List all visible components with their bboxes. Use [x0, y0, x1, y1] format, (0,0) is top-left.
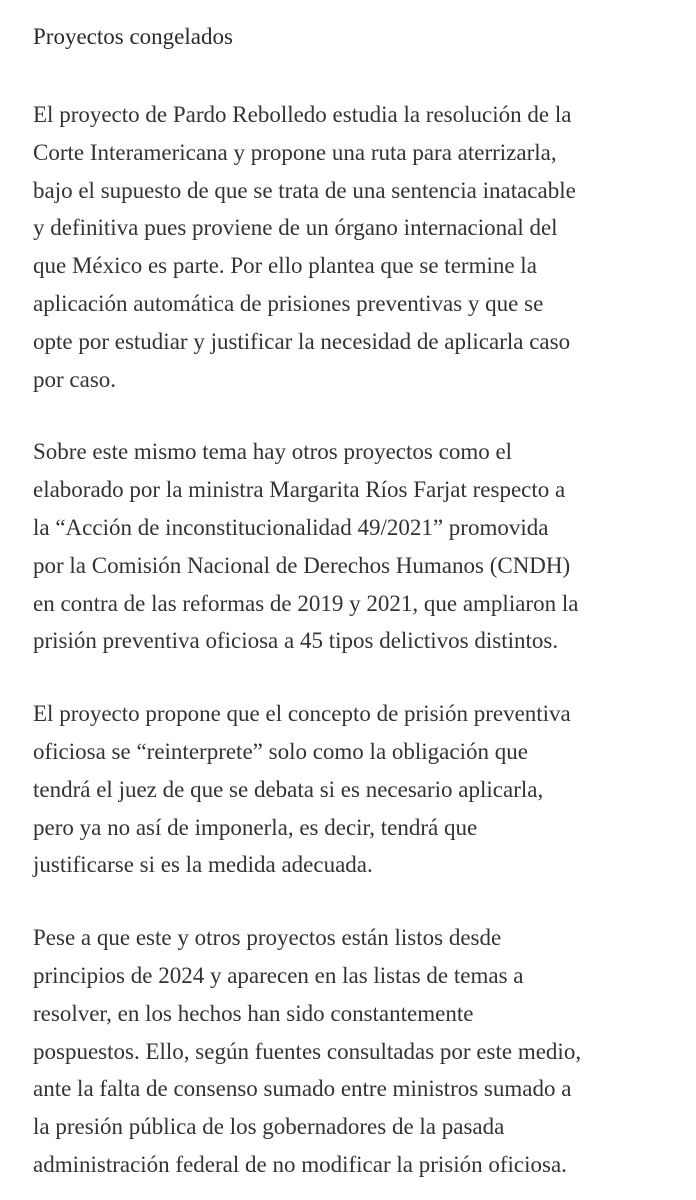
paragraph-3: [33, 695, 673, 884]
text-line: y definitiva pues proviene de un órgano internacional del: [33, 215, 558, 241]
text-line: bajo el supuesto de que se trata de una sentencia inatacable: [33, 177, 576, 203]
text-line: pospuestos. Ello, según fuentes consultadas por este medio,: [33, 1038, 582, 1064]
text-line: justificarse si es la medida adecuada.: [33, 852, 373, 878]
text-line: tendrá el juez de que se debata si es necesario aplicarla,: [33, 776, 544, 802]
title-spacing: [33, 56, 673, 96]
text-line: administración federal de no modificar la prisión oficiosa.: [33, 1151, 567, 1177]
text-line: por la Comisión Nacional de Derechos Humanos (CNDH): [33, 552, 571, 578]
paragraph-4: [33, 919, 673, 1184]
section-title: Proyectos congelados: [33, 24, 233, 49]
paragraph-spacing: [33, 398, 673, 433]
text-line: la presión pública de los gobernadores de la pasada: [33, 1114, 505, 1140]
text-line: elaborado por la ministra Margarita Ríos Farjat respecto a: [33, 477, 566, 503]
paragraph-2: [33, 433, 673, 660]
text-line: El proyecto propone que el concepto de prisión preventiva: [33, 701, 571, 727]
text-line: por caso.: [33, 366, 117, 392]
text-line: pero ya no así de imponerla, es decir, tendrá que: [33, 814, 478, 840]
article-body: [33, 18, 673, 1184]
text-line: ante la falta de consenso sumado entre ministros sumado a: [33, 1076, 572, 1102]
text-line: que México es parte. Por ello plantea que se termine la: [33, 253, 537, 279]
paragraph-spacing: [33, 884, 673, 919]
text-line: principios de 2024 y aparecen en las listas de temas a: [33, 962, 524, 988]
text-line: Pese a que este y otros proyectos están listos desde: [33, 925, 502, 951]
paragraph-spacing: [33, 660, 673, 695]
text-line: El proyecto de Pardo Rebolledo estudia la resolución de la: [33, 102, 572, 127]
text-line: aplicación automática de prisiones preventivas y que se: [33, 290, 544, 316]
text-line: en contra de las reformas de 2019 y 2021, que ampliaron la: [33, 590, 579, 616]
text-line: Corte Interamericana y propone una ruta para aterrizarla,: [33, 139, 557, 165]
paragraph-1: [33, 96, 673, 398]
text-line: oficiosa se “reinterprete” solo como la obligación que: [33, 738, 528, 764]
text-line: resolver, en los hechos han sido constantemente: [33, 1000, 474, 1026]
text-line: la “Acción de inconstitucionalidad 49/2021” promovida: [33, 514, 549, 540]
text-line: prisión preventiva oficiosa a 45 tipos delictivos distintos.: [33, 628, 559, 654]
text-line: Sobre este mismo tema hay otros proyectos como el: [33, 439, 513, 465]
text-line: opte por estudiar y justificar la necesidad de aplicarla caso: [33, 328, 571, 354]
